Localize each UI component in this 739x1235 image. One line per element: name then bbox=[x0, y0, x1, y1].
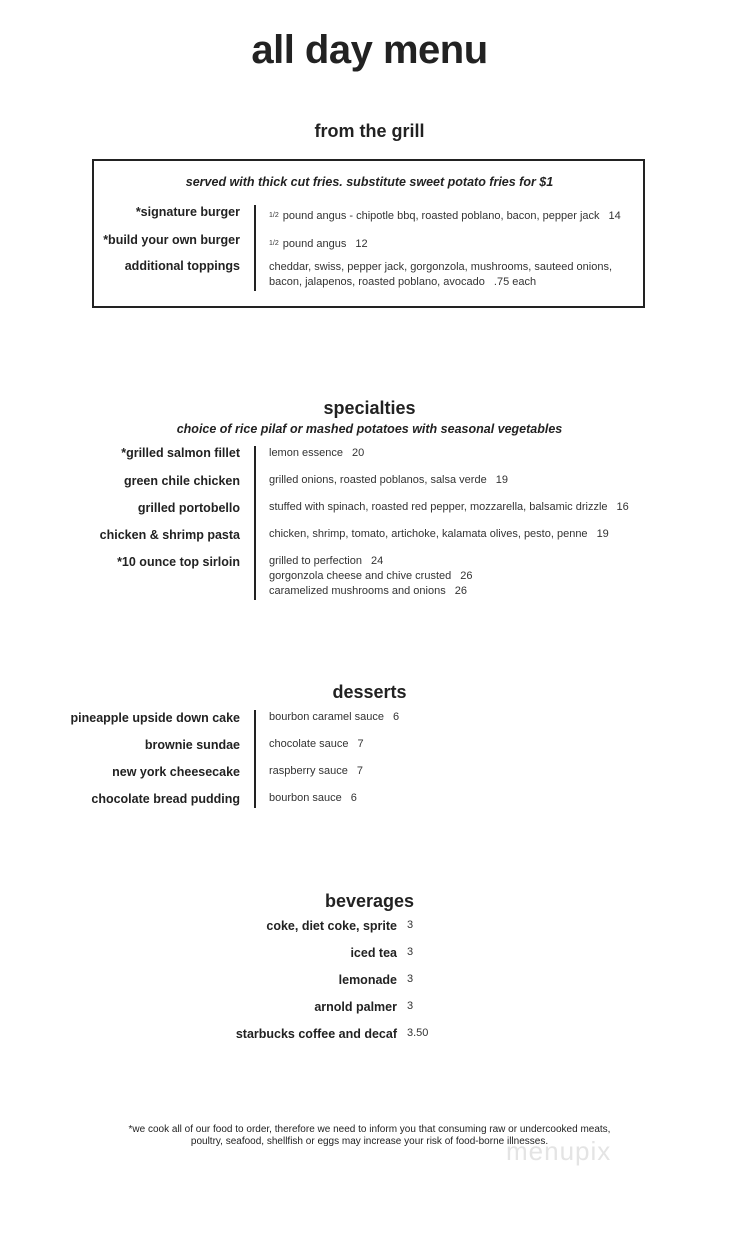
dessert-name: pineapple upside down cake bbox=[70, 711, 240, 725]
price: 19 bbox=[596, 528, 609, 540]
grill-note: served with thick cut fries. substitute sweet potato fries for $1 bbox=[185, 175, 554, 189]
dessert-desc: bourbon sauce 6 bbox=[269, 792, 357, 804]
price: 6 bbox=[392, 711, 400, 723]
grill-item-desc: cheddar, swiss, pepper jack, gorgonzola, mushrooms, sauteed onions, bacon, jalapenos, roasted poblano, avocado .75 each bbox=[269, 261, 613, 288]
specialty-name: chicken & shrimp pasta bbox=[99, 528, 240, 542]
grill-item-name: *build your own burger bbox=[103, 233, 240, 247]
specialty-name: grilled portobello bbox=[137, 501, 240, 515]
desserts-divider bbox=[254, 710, 256, 808]
price: 20 bbox=[352, 447, 365, 459]
price: 12 bbox=[355, 238, 368, 250]
grill-item-desc: 1/2 pound angus 12 bbox=[269, 238, 368, 250]
beverage-name: iced tea bbox=[350, 946, 397, 960]
price: 24 bbox=[370, 555, 384, 567]
beverage-name: starbucks coffee and decaf bbox=[235, 1027, 397, 1041]
food-safety-footnote: *we cook all of our food to order, therefore we need to inform you that consuming raw or undercooked meats, poultry, seafood, shellfish or eggs may increase your risk of food-borne illnesses. bbox=[128, 1124, 611, 1147]
watermark-logo: menupix bbox=[506, 1136, 612, 1166]
price: 14 bbox=[608, 210, 621, 222]
desserts-heading: desserts bbox=[332, 682, 407, 702]
beverage-name: arnold palmer bbox=[314, 1000, 397, 1014]
beverage-price: 3.50 bbox=[407, 1027, 429, 1039]
price: 26 bbox=[454, 585, 467, 597]
specialty-name: *10 ounce top sirloin bbox=[117, 555, 240, 569]
specialty-name: *grilled salmon fillet bbox=[121, 446, 240, 460]
grill-heading: from the grill bbox=[314, 121, 425, 141]
specialty-name: green chile chicken bbox=[123, 474, 240, 488]
specialties-heading: specialties bbox=[323, 398, 416, 418]
half-fraction: 1/2 bbox=[269, 212, 279, 219]
grill-divider bbox=[254, 205, 256, 291]
dessert-name: chocolate bread pudding bbox=[91, 792, 240, 806]
grill-item-name: additional toppings bbox=[124, 259, 240, 273]
price: .75 each bbox=[493, 276, 537, 288]
specialties-divider bbox=[254, 446, 256, 600]
dessert-name: new york cheesecake bbox=[112, 765, 240, 779]
specialty-desc: grilled onions, roasted poblanos, salsa verde 19 bbox=[269, 474, 508, 486]
dessert-desc: chocolate sauce 7 bbox=[269, 738, 364, 750]
dessert-name: brownie sundae bbox=[144, 738, 240, 752]
dessert-desc: raspberry sauce 7 bbox=[269, 765, 363, 777]
beverage-price: 3 bbox=[407, 1000, 414, 1012]
grill-item-desc: 1/2 pound angus - chipotle bbq, roasted poblano, bacon, pepper jack 14 bbox=[269, 210, 621, 222]
beverage-price: 3 bbox=[407, 973, 414, 985]
price: 19 bbox=[495, 474, 508, 486]
price: 7 bbox=[356, 765, 363, 777]
specialty-desc: lemon essence 20 bbox=[269, 447, 365, 459]
price: 16 bbox=[616, 501, 629, 513]
menu-title: all day menu bbox=[251, 28, 488, 72]
price: 26 bbox=[460, 570, 473, 582]
price: 7 bbox=[357, 738, 364, 750]
specialty-desc: grilled to perfection 24 gorgonzola cheese and chive crusted 26 caramelized mushrooms and onions 26 bbox=[269, 555, 473, 597]
beverage-name: lemonade bbox=[338, 973, 397, 987]
dessert-desc: bourbon caramel sauce 6 bbox=[269, 711, 400, 723]
specialty-desc: chicken, shrimp, tomato, artichoke, kalamata olives, pesto, penne 19 bbox=[269, 528, 609, 540]
specialty-desc: stuffed with spinach, roasted red pepper, mozzarella, balsamic drizzle 16 bbox=[269, 501, 629, 513]
beverage-price: 3 bbox=[407, 919, 414, 931]
beverages-heading: beverages bbox=[324, 891, 415, 911]
beverage-name: coke, diet coke, sprite bbox=[266, 919, 397, 933]
half-fraction: 1/2 bbox=[269, 240, 279, 247]
grill-item-name: *signature burger bbox=[135, 205, 240, 219]
beverage-price: 3 bbox=[407, 946, 414, 958]
price: 6 bbox=[350, 792, 357, 804]
specialties-note: choice of rice pilaf or mashed potatoes with seasonal vegetables bbox=[176, 422, 563, 436]
